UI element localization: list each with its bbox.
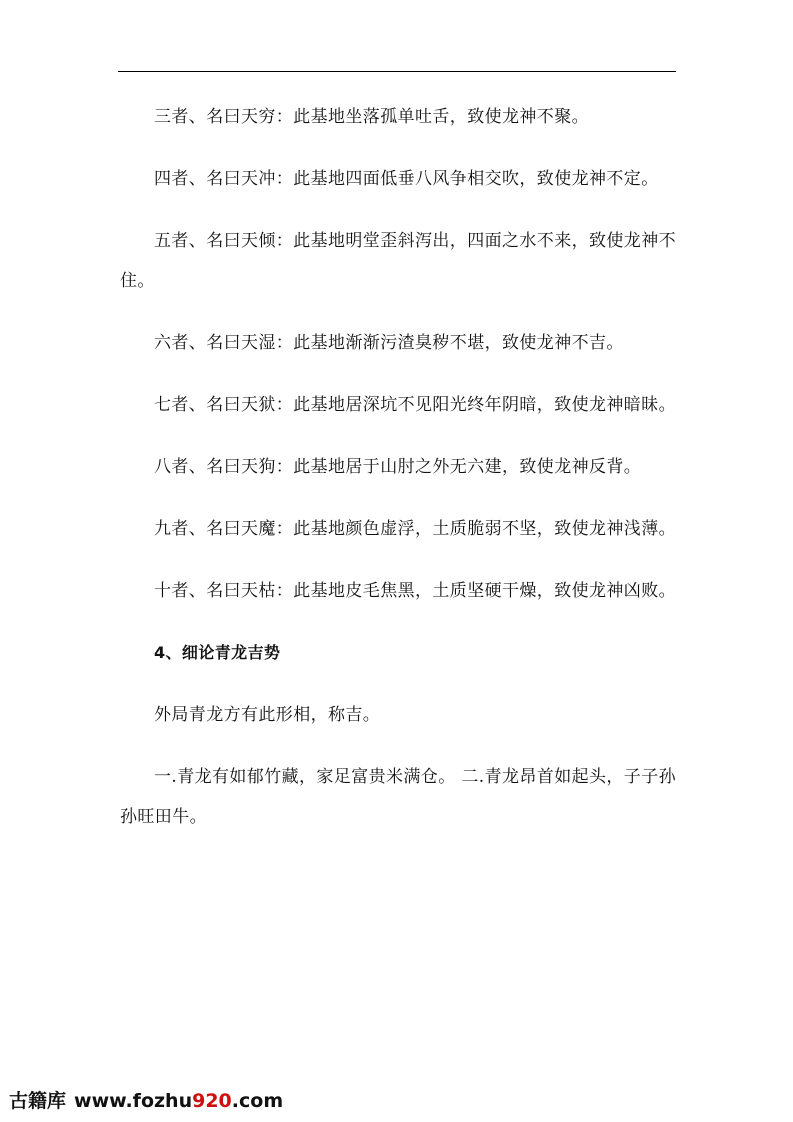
paragraph-tian-shi: 六者、名曰天湿：此基地渐渐污渣臭秽不堪，致使龙神不吉。 — [154, 333, 624, 353]
paragraph-tian-gou: 八者、名曰天狗：此基地居于山肘之外无六建，致使龙神反背。 — [154, 457, 642, 477]
footer-url-part2: 920 — [192, 1090, 232, 1112]
paragraph-tian-chong: 四者、名曰天冲：此基地四面低垂八风争相交吹，致使龙神不定。 — [154, 169, 659, 189]
footer-url-part1: www.fozhu — [74, 1090, 193, 1112]
footer-watermark — [9, 1088, 283, 1114]
header-rule — [118, 71, 676, 72]
document-body — [120, 97, 676, 859]
list-paragraph: 一.青龙有如郁竹藏，家足富贵米满仓。 二.青龙昂首如起头，子子孙孙旺田牛。 — [120, 767, 677, 827]
paragraph-tian-mo: 九者、名曰天魔：此基地颜色虚浮，土质脆弱不坚，致使龙神浅薄。 — [154, 519, 676, 539]
footer-site-name: 古籍库 — [9, 1090, 67, 1112]
paragraph-tian-qing: 五者、名曰天倾：此基地明堂歪斜泻出，四面之水不来，致使龙神不住。 — [120, 231, 676, 291]
section-heading: 4、细论青龙吉势 — [154, 643, 281, 662]
intro-paragraph: 外局青龙方有此形相，称吉。 — [154, 705, 381, 725]
footer-url-part3: .com — [231, 1090, 284, 1112]
paragraph-tian-ku: 十者、名曰天枯：此基地皮毛焦黑，土质坚硬干燥，致使龙神凶败。 — [154, 581, 676, 601]
paragraph-tian-qiong: 三者、名曰天穷：此基地坐落孤单吐舌，致使龙神不聚。 — [154, 107, 589, 127]
paragraph-tian-yu: 七者、名曰天狱：此基地居深坑不见阳光终年阴暗，致使龙神暗昧。 — [154, 395, 676, 415]
